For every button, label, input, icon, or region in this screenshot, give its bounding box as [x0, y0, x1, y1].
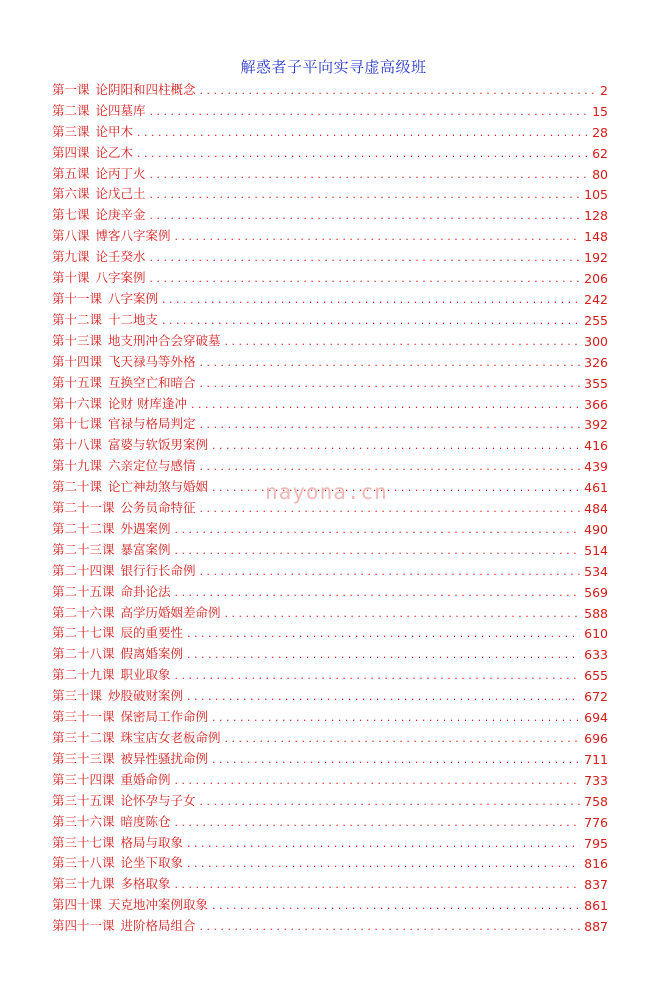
toc-entry[interactable]: [52, 98, 608, 119]
toc-lesson-title: 飞天禄马等外格: [108, 353, 196, 369]
toc-lesson-number: 第四课: [52, 144, 90, 160]
toc-lesson-number: 第十八课: [52, 437, 103, 453]
toc-entry[interactable]: [52, 223, 608, 244]
toc-entry[interactable]: [52, 286, 608, 307]
toc-page-number: 795: [584, 835, 608, 851]
toc-entry[interactable]: [52, 516, 608, 537]
dot-leader: [212, 712, 580, 725]
dot-leader: [212, 440, 580, 453]
toc-lesson-number: 第三十四课: [52, 771, 115, 787]
toc-entry[interactable]: [52, 328, 608, 349]
toc-lesson-number: 第二十五课: [52, 583, 115, 599]
dot-leader: [175, 670, 581, 683]
toc-lesson-title: 暗度陈仓: [120, 813, 171, 829]
toc-lesson-number: 第六课: [52, 186, 90, 202]
toc-entry[interactable]: [52, 725, 608, 746]
dot-leader: [225, 608, 581, 621]
toc-lesson-title: 论甲木: [95, 123, 134, 139]
toc-lesson-title: 论壬癸水: [95, 249, 146, 265]
toc-lesson-title: 进阶格局组合: [120, 918, 196, 934]
toc-lesson-number: 第十四课: [52, 353, 103, 369]
toc-lesson-number: 第三十五课: [52, 792, 115, 808]
toc-lesson-title: 论怀孕与子女: [120, 792, 196, 808]
toc-lesson-title: 重婚命例: [120, 771, 171, 787]
toc-page-number: 461: [584, 480, 608, 496]
toc-lesson-number: 第三十三课: [52, 750, 115, 766]
toc-lesson-title: 论丙丁火: [95, 165, 146, 181]
toc-page-number: 733: [584, 772, 608, 788]
toc-entry[interactable]: [52, 453, 608, 474]
toc-lesson-number: 第十九课: [52, 458, 103, 474]
dot-leader: [150, 210, 581, 223]
dot-leader: [150, 189, 581, 202]
toc-entry[interactable]: [52, 662, 608, 683]
dot-leader: [175, 879, 581, 892]
dot-leader: [137, 148, 588, 161]
toc-lesson-number: 第四十课: [52, 897, 103, 913]
toc-lesson-number: 第三十一课: [52, 709, 115, 725]
toc-lesson-number: 第十二课: [52, 311, 103, 327]
toc-lesson-title: 富婆与软饭男案例: [108, 437, 209, 453]
toc-page-number: 148: [584, 229, 608, 245]
dot-leader: [162, 294, 580, 307]
toc-page-number: 80: [592, 166, 608, 182]
toc-lesson-number: 第一课: [52, 81, 90, 97]
toc-lesson-title: 被异性骚扰命例: [120, 750, 209, 766]
toc-lesson-title: 论亡神劫煞与婚姻: [108, 479, 209, 495]
toc-lesson-number: 第九课: [52, 249, 90, 265]
toc-lesson-title: 官禄与格局判定: [108, 416, 196, 432]
toc-entry[interactable]: [52, 202, 608, 223]
toc-page-number: 758: [584, 793, 608, 809]
toc-page-number: 837: [584, 877, 608, 893]
dot-leader: [187, 838, 580, 851]
toc-lesson-title: 论阴阳和四柱概念: [95, 81, 196, 97]
toc-entry[interactable]: [52, 265, 608, 286]
toc-page-number: 392: [584, 417, 608, 433]
toc-lesson-title: 论戊己土: [95, 186, 146, 202]
toc-lesson-number: 第七课: [52, 207, 90, 223]
table-of-contents: [52, 77, 608, 934]
dot-leader: [137, 127, 588, 140]
toc-lesson-title: 论庚辛金: [95, 207, 146, 223]
toc-page-number: 366: [584, 396, 608, 412]
toc-entry[interactable]: [52, 558, 608, 579]
toc-entry[interactable]: [52, 307, 608, 328]
toc-lesson-number: 第二十七课: [52, 625, 115, 641]
dot-leader: [225, 733, 581, 746]
toc-entry[interactable]: [52, 77, 608, 98]
toc-page-number: 2: [600, 82, 608, 98]
toc-lesson-number: 第十三课: [52, 332, 103, 348]
toc-entry[interactable]: [52, 851, 608, 872]
toc-page-number: 633: [584, 647, 608, 663]
toc-lesson-number: 第三十七课: [52, 834, 115, 850]
toc-lesson-title: 十二地支: [108, 311, 159, 327]
toc-page-number: 861: [584, 898, 608, 914]
dot-leader: [175, 545, 581, 558]
dot-leader: [200, 796, 581, 809]
toc-lesson-title: 炒股破财案例: [108, 688, 184, 704]
dot-leader: [200, 921, 581, 934]
dot-leader: [200, 566, 581, 579]
dot-leader: [212, 900, 580, 913]
toc-lesson-title: 博客八字案例: [95, 228, 171, 244]
dot-leader: [175, 817, 581, 830]
toc-page-number: 655: [584, 668, 608, 684]
toc-page-number: 105: [584, 187, 608, 203]
toc-page-number: 711: [584, 751, 608, 767]
watermark-text: nayona.cn: [265, 480, 388, 504]
toc-entry[interactable]: [52, 641, 608, 662]
dot-leader: [200, 357, 581, 370]
toc-entry[interactable]: [52, 119, 608, 140]
toc-entry[interactable]: [52, 244, 608, 265]
toc-page-number: 355: [584, 375, 608, 391]
toc-lesson-number: 第十五课: [52, 374, 103, 390]
dot-leader: [150, 273, 581, 286]
toc-entry[interactable]: [52, 683, 608, 704]
toc-entry[interactable]: [52, 746, 608, 767]
toc-page-number: 326: [584, 354, 608, 370]
dot-leader: [150, 252, 581, 265]
toc-entry[interactable]: [52, 412, 608, 433]
toc-lesson-number: 第三十六课: [52, 813, 115, 829]
toc-lesson-title: 高学历婚姻差命例: [120, 604, 221, 620]
toc-lesson-number: 第二十四课: [52, 562, 115, 578]
toc-lesson-title: 论四墓库: [95, 102, 146, 118]
toc-page-number: 439: [584, 459, 608, 475]
toc-page-number: 300: [584, 333, 608, 349]
dot-leader: [162, 315, 580, 328]
toc-entry[interactable]: [52, 871, 608, 892]
toc-lesson-title: 八字案例: [108, 290, 159, 306]
toc-entry[interactable]: [52, 830, 608, 851]
toc-lesson-title: 外遇案例: [120, 520, 171, 536]
toc-page-number: 776: [584, 814, 608, 830]
toc-entry[interactable]: [52, 349, 608, 370]
toc-page-number: 15: [592, 103, 608, 119]
toc-entry[interactable]: [52, 182, 608, 203]
toc-lesson-title: 六亲定位与感情: [108, 458, 196, 474]
toc-lesson-title: 论财 财库逢冲: [108, 395, 187, 411]
toc-lesson-title: 暴富案例: [120, 541, 171, 557]
toc-lesson-number: 第二十六课: [52, 604, 115, 620]
toc-lesson-number: 第二课: [52, 102, 90, 118]
toc-page-number: 62: [592, 145, 608, 161]
toc-page-number: 490: [584, 521, 608, 537]
toc-lesson-title: 格局与取象: [120, 834, 184, 850]
toc-lesson-title: 地支刑冲合会穿破墓: [108, 332, 221, 348]
toc-entry[interactable]: [52, 788, 608, 809]
toc-lesson-number: 第二十三课: [52, 541, 115, 557]
toc-lesson-title: 保密局工作命例: [120, 709, 209, 725]
toc-page-number: 694: [584, 710, 608, 726]
toc-page-number: 514: [584, 542, 608, 558]
toc-page-number: 128: [584, 208, 608, 224]
dot-leader: [187, 858, 580, 871]
toc-page-number: 242: [584, 291, 608, 307]
toc-lesson-number: 第三十二课: [52, 730, 115, 745]
toc-lesson-title: 论乙木: [95, 144, 134, 160]
toc-entry[interactable]: [52, 161, 608, 182]
dot-leader: [175, 587, 581, 600]
toc-lesson-title: 银行行长命例: [120, 562, 196, 578]
dot-leader: [200, 461, 581, 474]
toc-lesson-title: 命卦论法: [120, 583, 171, 599]
toc-entry[interactable]: [52, 767, 608, 788]
toc-lesson-title: 八字案例: [95, 270, 146, 286]
dot-leader: [191, 399, 580, 412]
dot-leader: [150, 169, 589, 182]
toc-entry[interactable]: [52, 600, 608, 621]
toc-lesson-title: 职业取象: [120, 667, 171, 683]
dot-leader: [212, 754, 580, 767]
toc-page-number: 816: [584, 856, 608, 872]
toc-page-number: 887: [584, 919, 608, 935]
dot-leader: [200, 378, 581, 391]
toc-page-number: 206: [584, 271, 608, 287]
toc-lesson-number: 第三十八课: [52, 855, 115, 871]
toc-entry[interactable]: [52, 140, 608, 161]
toc-lesson-number: 第三十课: [52, 688, 103, 704]
toc-lesson-title: 多格取象: [120, 876, 171, 892]
toc-lesson-title: 互换空亡和暗合: [108, 374, 196, 390]
dot-leader: [200, 419, 581, 432]
toc-entry[interactable]: [52, 892, 608, 913]
toc-lesson-number: 第二十八课: [52, 646, 115, 662]
toc-entry[interactable]: [52, 809, 608, 830]
toc-page-number: 192: [584, 250, 608, 266]
dot-leader: [200, 85, 597, 98]
toc-page-number: 672: [584, 689, 608, 705]
document-title: 解惑者子平向实寻虚高级班: [240, 58, 427, 76]
toc-lesson-number: 第二十一课: [52, 500, 115, 516]
dot-leader: [150, 106, 589, 119]
toc-lesson-number: 第十七课: [52, 416, 103, 432]
toc-page-number: 696: [584, 731, 608, 746]
toc-page-number: 28: [592, 124, 608, 140]
toc-entry[interactable]: [52, 913, 608, 934]
toc-entry[interactable]: [52, 391, 608, 412]
toc-lesson-number: 第二十二课: [52, 520, 115, 536]
toc-lesson-title: 天克地冲案例取象: [108, 897, 209, 913]
toc-entry[interactable]: [52, 579, 608, 600]
dot-leader: [200, 503, 581, 516]
toc-lesson-number: 第五课: [52, 165, 90, 181]
toc-lesson-number: 第三十九课: [52, 876, 115, 892]
toc-page-number: 255: [584, 312, 608, 328]
dot-leader: [175, 231, 581, 244]
toc-lesson-number: 第四十一课: [52, 918, 115, 934]
toc-page-number: 610: [584, 626, 608, 642]
toc-lesson-title: 假离婚案例: [120, 646, 184, 662]
toc-lesson-number: 第二十九课: [52, 667, 115, 683]
toc-entry[interactable]: [52, 432, 608, 453]
dot-leader: [175, 524, 581, 537]
toc-entry[interactable]: [52, 370, 608, 391]
dot-leader: [175, 775, 581, 788]
toc-lesson-number: 第八课: [52, 228, 90, 244]
toc-lesson-number: 第十课: [52, 270, 90, 286]
toc-page-number: 588: [584, 605, 608, 621]
dot-leader: [187, 691, 580, 704]
toc-entry[interactable]: [52, 704, 608, 725]
toc-entry[interactable]: [52, 537, 608, 558]
toc-lesson-title: 珠宝店女老板命例: [120, 730, 221, 745]
toc-page-number: 534: [584, 563, 608, 579]
toc-entry[interactable]: [52, 621, 608, 642]
dot-leader: [187, 649, 580, 662]
toc-lesson-title: 辰的重要性: [120, 625, 184, 641]
dot-leader: [225, 336, 581, 349]
toc-page-number: 569: [584, 584, 608, 600]
toc-page-number: 416: [584, 438, 608, 454]
toc-lesson-number: 第三课: [52, 123, 90, 139]
toc-lesson-number: 第二十课: [52, 479, 103, 495]
toc-lesson-title: 论坐下取象: [120, 855, 184, 871]
dot-leader: [187, 628, 580, 641]
toc-lesson-title: 公务员命特征: [120, 500, 196, 516]
toc-lesson-number: 第十一课: [52, 290, 103, 306]
toc-lesson-number: 第十六课: [52, 395, 103, 411]
toc-page-number: 484: [584, 501, 608, 517]
